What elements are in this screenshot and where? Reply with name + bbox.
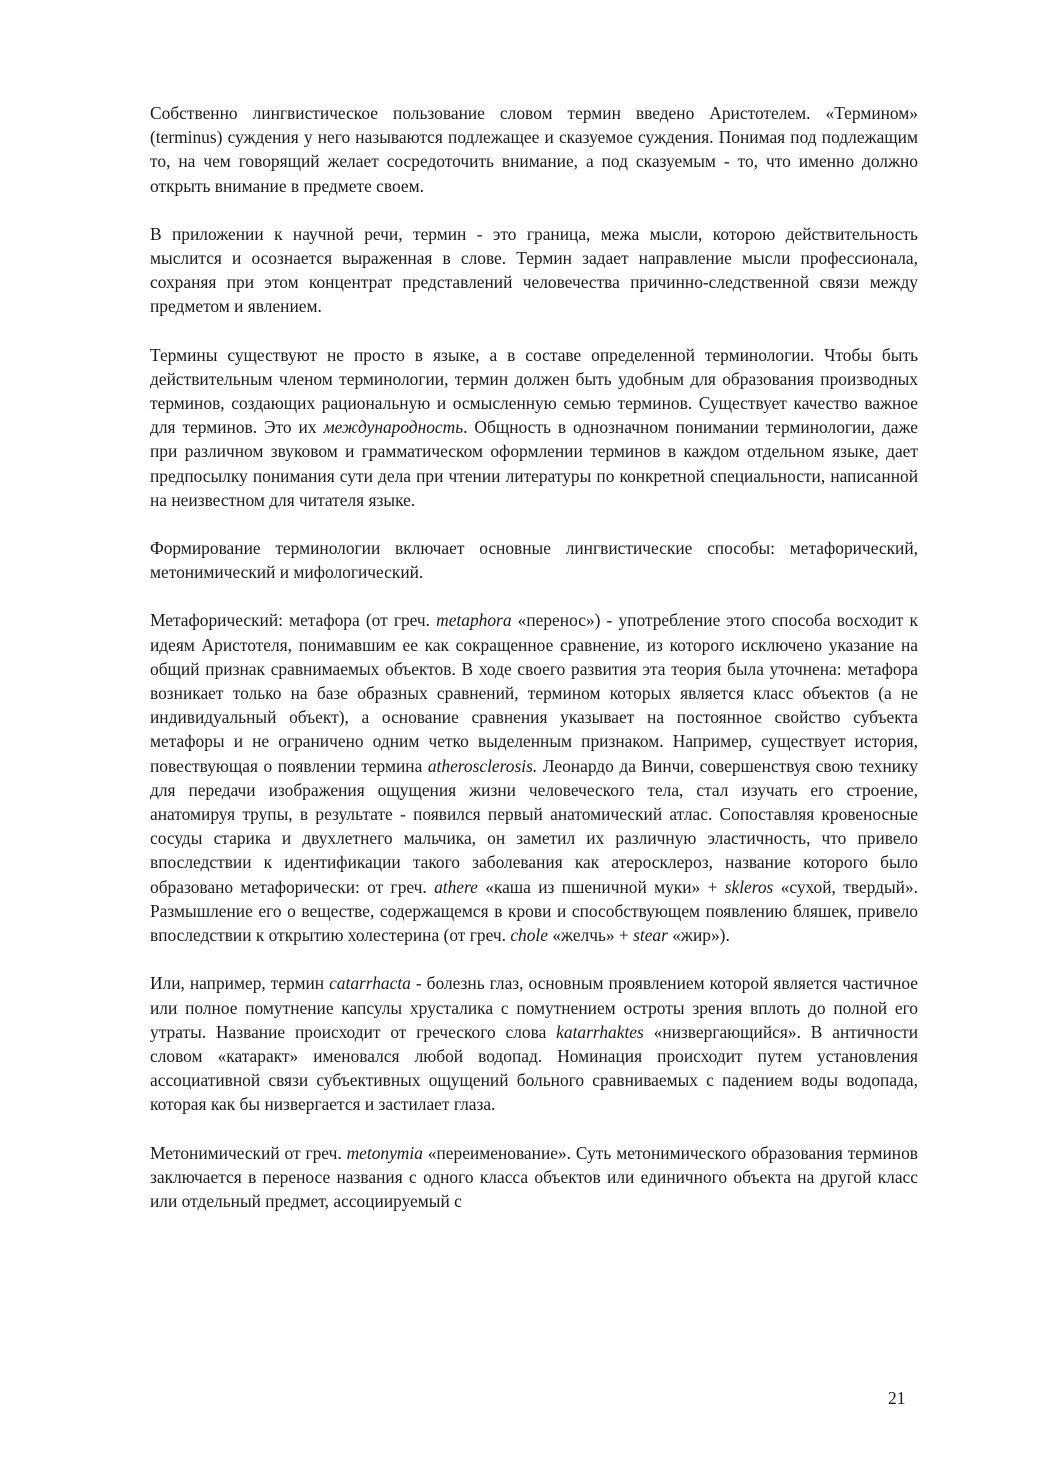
italic-term: chole [510, 925, 548, 946]
text-run: Метонимический от греч. [150, 1142, 347, 1163]
text-run: «сухой, твердый». Размышление его о веществе, содержащемся в крови и способствующем появлению бляшек, привело впоследствии к открытию холестерина (от греч. [150, 876, 918, 946]
text-run: Метафорический: метафора (от греч. [150, 610, 437, 631]
text-run: Формирование терминологии включает основные лингвистические способы: метафорический, метонимический и мифологический. [150, 538, 918, 583]
paragraph-terminology-system [150, 343, 918, 512]
text-run: . Общность в однозначном понимании терминологии, даже при различном звуковом и грамматическом оформлении терминов в каждом отдельном языке, дает предпосылку понимания сути дела при чтении литературы по конкретной специальности, написанной на неизвестном для читателя языке. [150, 417, 918, 510]
text-run: Термины существуют не просто в языке, а в составе определенной терминологии. Чтобы быть действительным членом терминологии, термин должен быть удобным для образования производных терминов, создающих рациональную и осмысленную семью терминов. Существует качество важное для терминов. Это их [150, 344, 918, 438]
text-run: «низвергающийся». В античности словом «катаракт» именовался любой водопад. Номинация происходит путем установления ассоциативной связи субъективных ощущений больного сравниваемых с падением воды водопада, которая как бы низвергается и застилает глаза. [150, 1021, 918, 1115]
italic-term: stear [633, 925, 668, 946]
italic-term: atherosclerosis. [427, 755, 538, 776]
text-run: «желчь» + [547, 925, 634, 946]
paragraph-term-origin [150, 101, 918, 198]
text-run: «переименование». Суть метонимического образования терминов заключается в переносе названия с одного класса объектов или единичного объекта на другой класс или отдельный предмет, ассоциируемый с [150, 1142, 918, 1211]
document-page [150, 101, 918, 1237]
italic-term: международность [323, 417, 464, 438]
text-run: «жир»). [667, 925, 730, 946]
paragraph-scientific-speech [150, 222, 918, 319]
italic-term: metaphora [436, 610, 512, 631]
italic-term: athere [434, 876, 478, 897]
paragraph-cataract-example [150, 971, 918, 1116]
paragraph-formation-methods [150, 536, 918, 584]
italic-term: skleros [724, 876, 774, 897]
text-run: «каша из пшеничной муки» + [477, 876, 725, 897]
text-run: В приложении к научной речи, термин - это граница, межа мысли, которою действительность мыслится и осознается выраженная в слове. Термин задает направление мысли профессионала, сохраняя при этом концентрат представлений человечества причинно-следственной связи между предметом и явлением. [150, 223, 918, 317]
text-run: Леонардо да Винчи, совершенствуя свою технику для передачи изображения ощущения жизни человеческого тела, стал изучать его строение, анатомируя трупы, в результате - появился первый анатомический атлас. Сопоставляя кровеносные сосуды старика и двухлетнего мальчика, он заметил их различную эластичность, что привело впоследствии к идентификации такого заболевания как атеросклероз, название которого было образовано метафорически: от греч. [150, 755, 918, 897]
text-run: Собственно лингвистическое пользование словом термин введено Аристотелем. «Термином» (terminus) суждения у него называются подлежащее и сказуемое суждения. Понимая под подлежащим то, на чем говорящий желает сосредоточить внимание, а под сказуемым - то, что именно должно открыть внимание в предмете своем. [150, 103, 918, 196]
italic-term: metonymia [346, 1142, 423, 1163]
paragraph-metaphorical [150, 608, 918, 947]
text-run: «перенос») - употребление этого способа восходит к идеям Аристотеля, понимавшим ее как сокращенное сравнение, из которого исключено указание на общий признак сравнимаемых объектов. В ходе своего развития эта теория была уточнена: метафора возникает только на базе образных сравнений, термином которых является класс объектов (а не индивидуальный объект), а основание сравнения указывает на постоянное свойство субъекта метафоры и не ограничено одним четко выделенным признаком. Например, существует история, повествующая о появлении термина [150, 610, 918, 776]
paragraph-metonymic [150, 1141, 918, 1214]
text-run: - болезнь глаз, основным проявлением которой является частичное или полное помутнение капсулы хрусталика с помутнением остроты зрения вплоть до полной его утраты. Название происходит от греческого слова [150, 973, 919, 1042]
italic-term: katarrhaktes [556, 1021, 644, 1042]
text-run: Или, например, термин [150, 973, 330, 994]
page-number: 21 [888, 1388, 906, 1408]
italic-term: catarrhacta [329, 973, 411, 994]
